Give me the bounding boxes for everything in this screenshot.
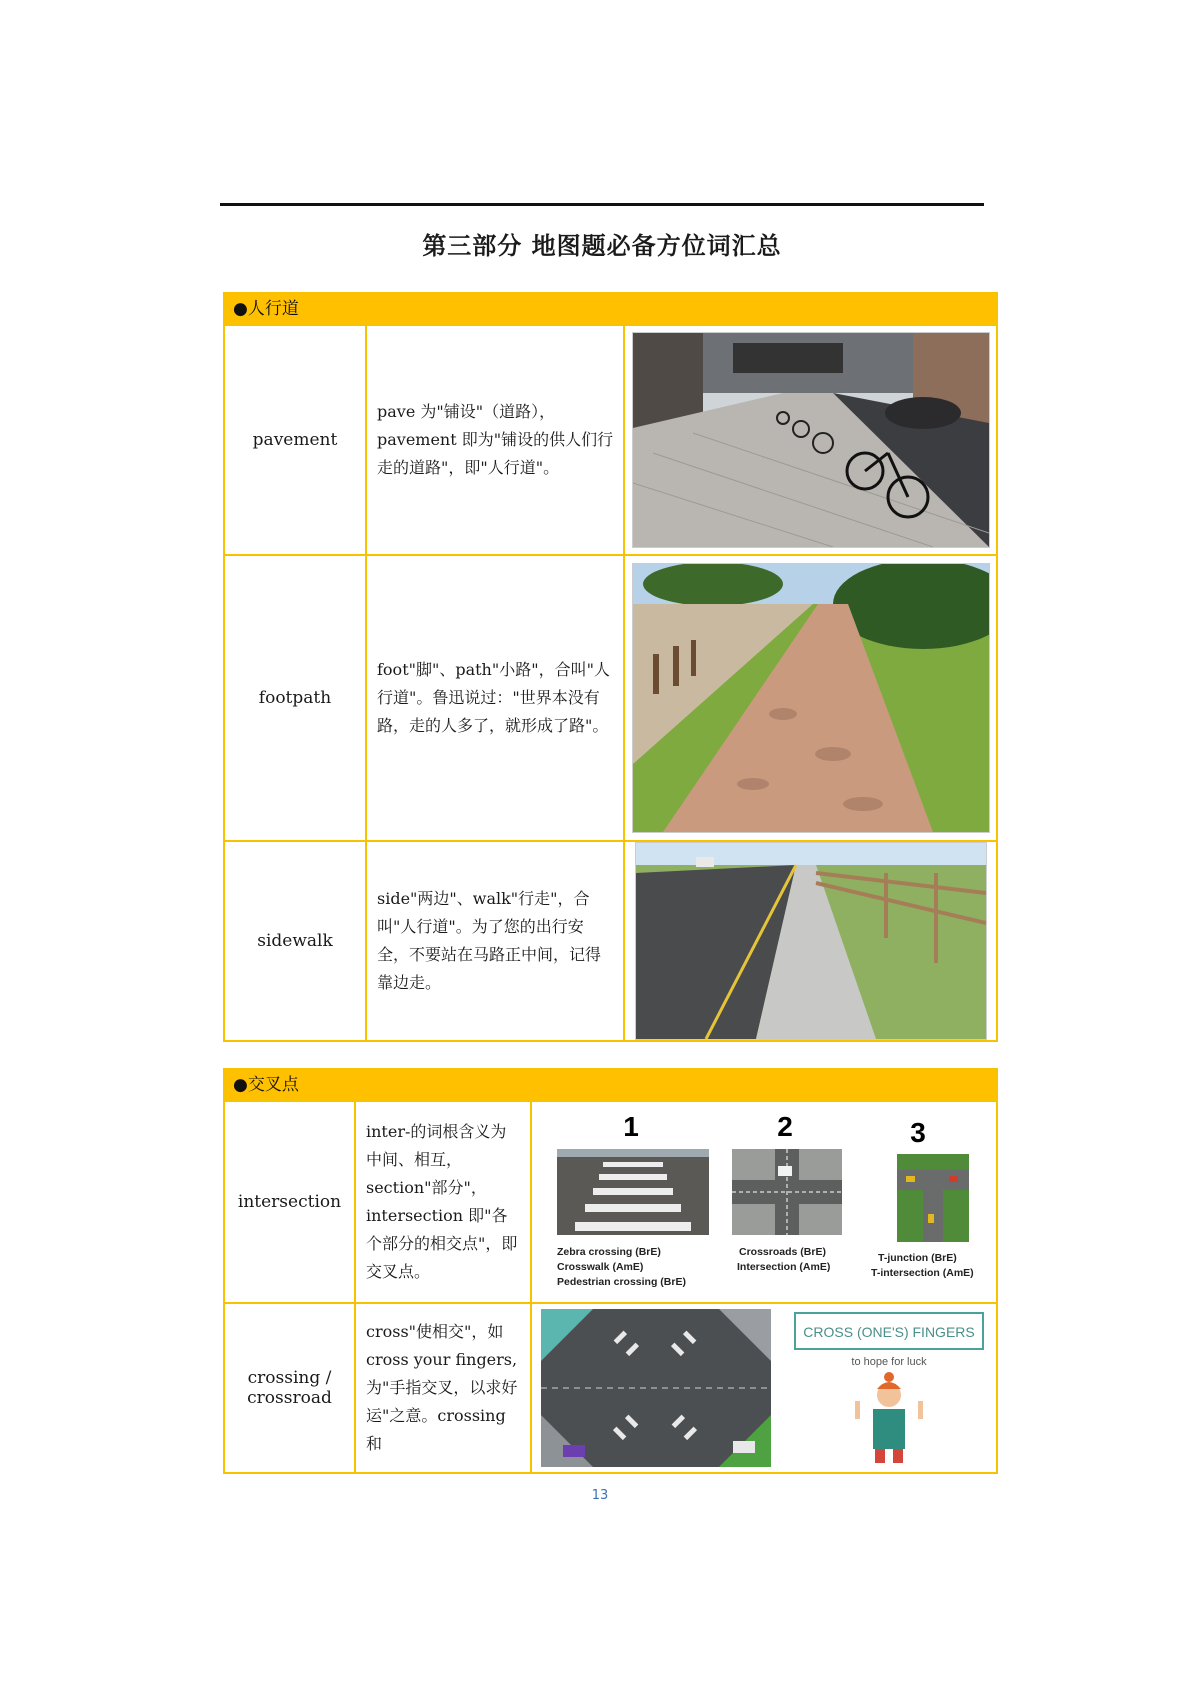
- photo-cell: [625, 556, 996, 840]
- figure-number-3: 3: [910, 1117, 926, 1148]
- crossroads-illustration: [732, 1149, 842, 1235]
- table-row: [225, 554, 996, 840]
- section-header: ●人行道: [225, 294, 996, 326]
- t-junction-illustration: [897, 1154, 969, 1242]
- table-row: [225, 1302, 996, 1472]
- intersection-types-figure: [533, 1104, 995, 1300]
- caption-crossroads: Crossroads (BrE): [739, 1246, 826, 1258]
- sidewalk-photo: [635, 842, 987, 1040]
- figure-cell: [532, 1102, 996, 1302]
- caption-t-junction: T-junction (BrE): [878, 1252, 957, 1264]
- caption-intersection: Intersection (AmE): [737, 1261, 831, 1273]
- desc-cell: side"两边"、walk"行走"，合叫"人行道"。为了您的出行安全，不要站在马路正中间，记得靠边走。: [367, 842, 625, 1040]
- top-rule: [220, 203, 984, 206]
- section-intersection: [223, 1068, 998, 1474]
- word-cell: sidewalk: [225, 842, 367, 1040]
- section-pavement: [223, 292, 998, 1042]
- cross-fingers-illustration: [787, 1309, 991, 1467]
- section-header: ●交叉点: [225, 1070, 996, 1102]
- caption-crosswalk: Crosswalk (AmE): [557, 1261, 644, 1273]
- desc-cell: cross"使相交"，如cross your fingers, 为"手指交叉，以求好运"之意。crossing 和: [356, 1304, 532, 1472]
- desc-cell: pave 为"铺设"（道路），pavement 即为"铺设的供人们行走的道路"，即"人行道"。: [367, 326, 625, 554]
- figure-number-2: 2: [777, 1111, 793, 1142]
- desc-cell: foot"脚"、path"小路"，合叫"人行道"。鲁迅说过："世界本没有路，走的人多了，就形成了路"。: [367, 556, 625, 840]
- caption-pedestrian-crossing: Pedestrian crossing (BrE): [557, 1276, 686, 1288]
- idiom-subtitle: to hope for luck: [851, 1356, 927, 1368]
- footpath-photo: [632, 563, 990, 833]
- desc-cell: inter-的词根含义为中间、相互，section"部分"，intersection 即"各个部分的相交点"，即交叉点。: [356, 1102, 532, 1302]
- figure-number-1: 1: [623, 1111, 639, 1142]
- caption-t-intersection: T-intersection (AmE): [871, 1267, 974, 1279]
- crossroad-illustration: [541, 1309, 771, 1467]
- idiom-title: CROSS (ONE'S) FINGERS: [803, 1324, 975, 1340]
- page-number: 13: [591, 1488, 609, 1503]
- crossroad-figure: [533, 1305, 995, 1471]
- word-cell: footpath: [225, 556, 367, 840]
- table-row: [225, 1102, 996, 1302]
- figure-cell: [532, 1304, 996, 1472]
- zebra-crossing-illustration: [557, 1149, 709, 1235]
- word-cell: pavement: [225, 326, 367, 554]
- photo-cell: [625, 842, 996, 1040]
- word-cell: intersection: [225, 1102, 356, 1302]
- table-row: [225, 840, 996, 1040]
- word-cell: crossing / crossroad: [225, 1304, 356, 1472]
- table-row: [225, 326, 996, 554]
- page-title: 第三部分 地图题必备方位词汇总: [422, 232, 782, 260]
- pavement-photo: [632, 332, 990, 548]
- photo-cell: [625, 326, 996, 554]
- caption-zebra-crossing: Zebra crossing (BrE): [557, 1246, 661, 1258]
